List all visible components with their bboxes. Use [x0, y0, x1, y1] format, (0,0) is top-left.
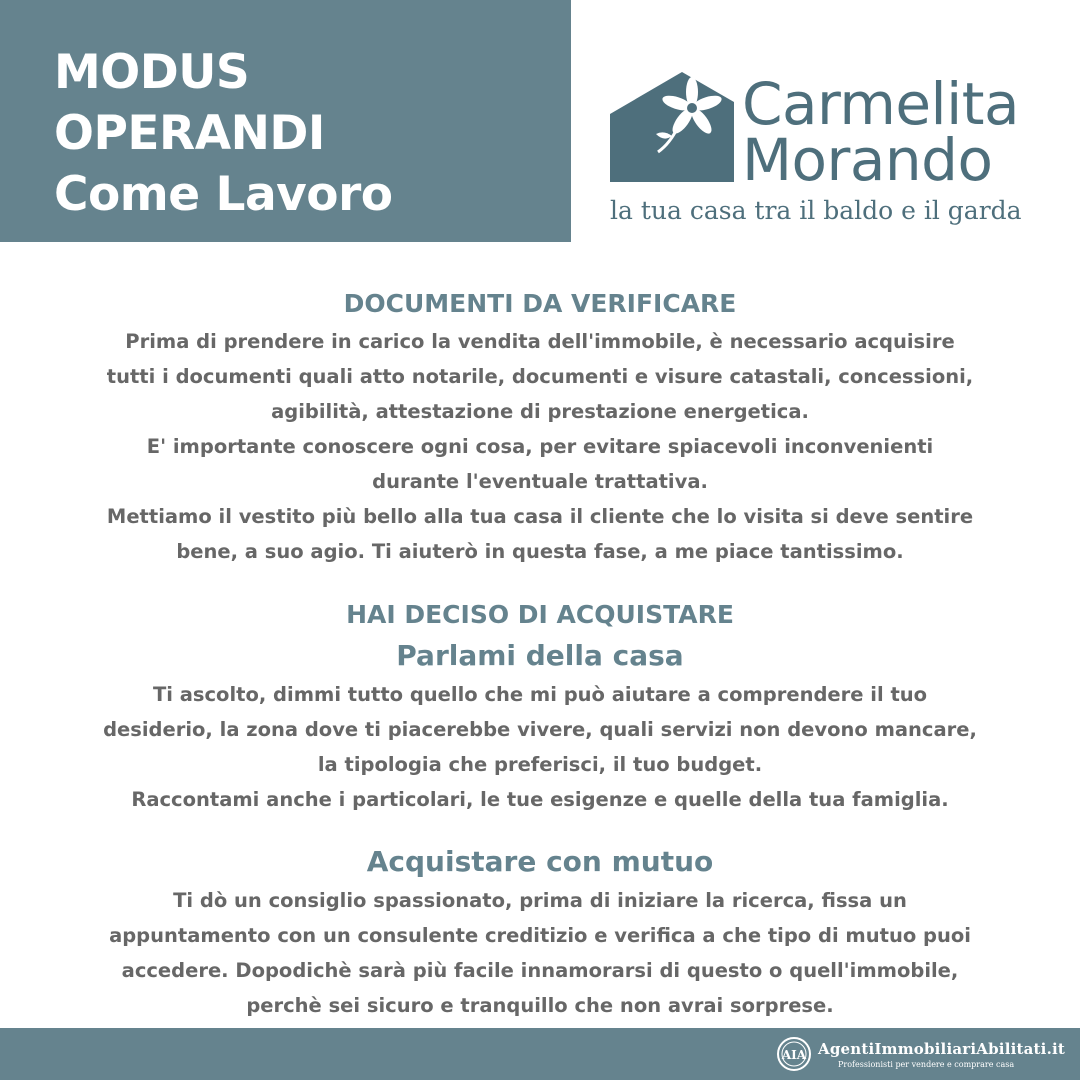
section-subtitle: Parlami della casa [396, 639, 684, 672]
section-mutuo [30, 841, 1050, 1023]
section-title: DOCUMENTI DA VERIFICARE [343, 289, 737, 318]
section-title: HAI DECISO DI ACQUISTARE [346, 600, 734, 629]
agenti-badge-letters: AIA [781, 1048, 807, 1062]
paragraph-line: Ti ascolto, dimmi tutto quello che mi può aiutare a comprendere il tuo [152, 683, 928, 706]
section-subtitle: Acquistare con mutuo [366, 845, 714, 878]
section-documenti [30, 284, 1050, 569]
footer-tagline: Professionisti per vendere e comprare casa [838, 1060, 1015, 1069]
footer-bar [0, 1028, 1080, 1080]
paragraph-line: la tipologia che preferisci, il tuo budget. [317, 753, 763, 776]
logo-name-first: Carmelita [742, 70, 1020, 138]
house-flower-icon [610, 72, 742, 182]
logo-tagline: la tua casa tra il baldo e il garda [610, 196, 1022, 225]
paragraph-line: desiderio, la zona dove ti piacerebbe vivere, quali servizi non devono mancare, [103, 718, 977, 741]
paragraph-line: Prima di prendere in carico la vendita dell'immobile, è necessario acquisire [125, 330, 955, 353]
paragraph-line: perchè sei sicuro e tranquillo che non avrai sorprese. [246, 994, 834, 1017]
paragraph-line: appuntamento con un consulente creditizio e verifica a che tipo di mutuo puoi [109, 924, 971, 947]
brand-logo [600, 60, 1060, 240]
paragraph-line: bene, a suo agio. Ti aiuterò in questa fase, a me piace tantissimo. [176, 540, 904, 563]
paragraph-line: durante l'eventuale trattativa. [372, 470, 708, 493]
agenti-badge-icon [776, 1036, 812, 1072]
header-title-line-1: MODUS [54, 45, 250, 100]
paragraph-line: E' importante conoscere ogni cosa, per evitare spiacevoli inconvenienti [146, 435, 934, 458]
paragraph-line: Ti dò un consiglio spassionato, prima di iniziare la ricerca, fissa un [173, 889, 907, 912]
paragraph-line: tutti i documenti quali atto notarile, documenti e visure catastali, concessioni, [106, 365, 974, 388]
spacer [30, 817, 1050, 841]
section-acquistare [30, 595, 1050, 817]
spacer [30, 569, 1050, 595]
main-content [30, 284, 1050, 1023]
paragraph-line: Mettiamo il vestito più bello alla tua casa il cliente che lo visita si deve sentire [106, 505, 974, 528]
logo-name-last: Morando [742, 126, 993, 194]
paragraph-line: Raccontami anche i particolari, le tue esigenze e quelle della tua famiglia. [131, 788, 949, 811]
header-title-line-3: Come Lavoro [54, 167, 393, 222]
header-title-panel [0, 0, 571, 242]
paragraph-line: agibilità, attestazione di prestazione energetica. [271, 400, 809, 423]
footer-brand: AgentiImmobiliariAbilitati.it [818, 1040, 1066, 1058]
header-title-line-2: OPERANDI [54, 106, 325, 161]
paragraph-line: accedere. Dopodichè sarà più facile innamorarsi di questo o quell'immobile, [121, 959, 959, 982]
